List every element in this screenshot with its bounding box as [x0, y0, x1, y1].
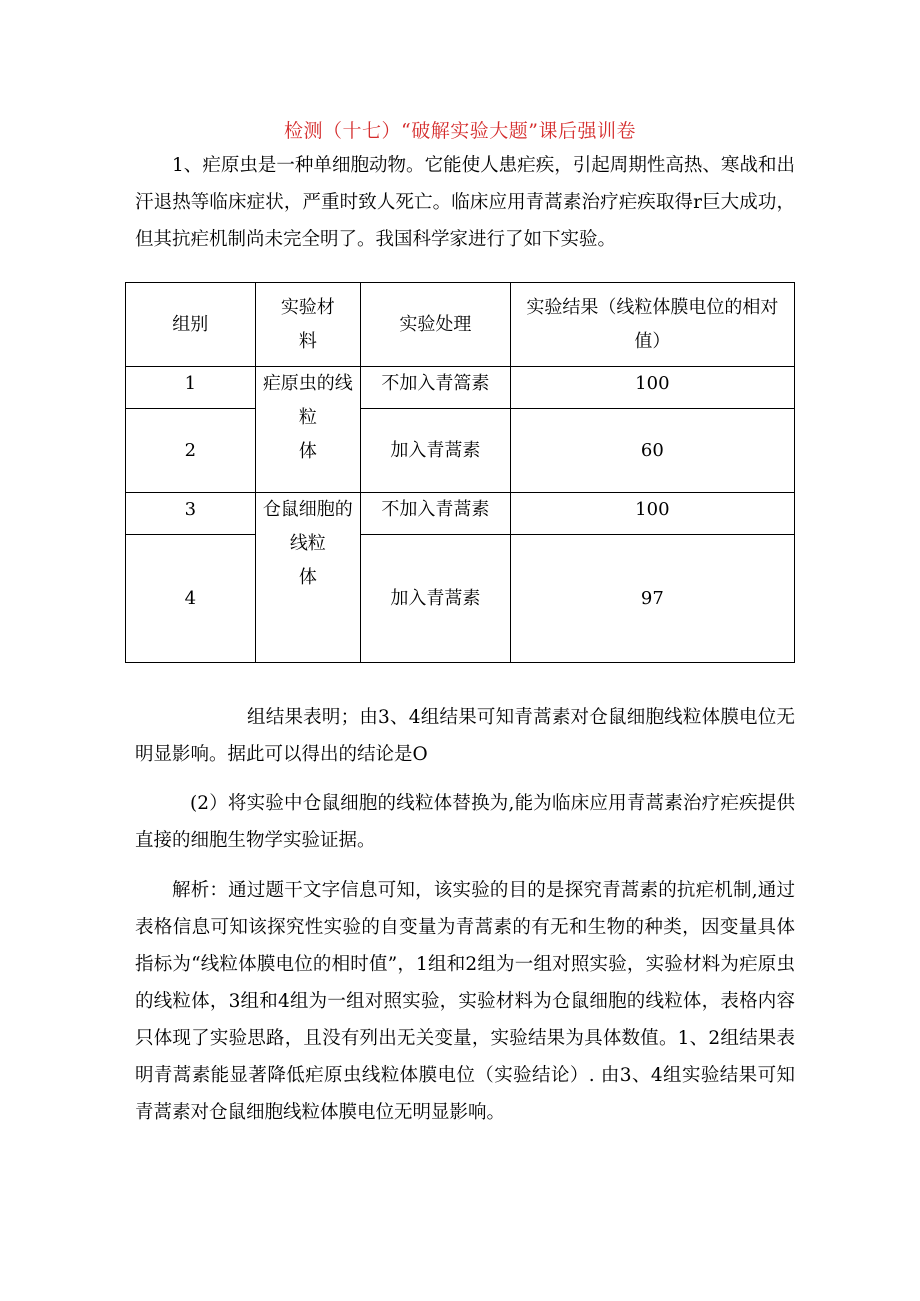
experiment-table — [125, 282, 795, 663]
material-1-line-2: 粒 — [298, 407, 317, 428]
row-1-result: 100 — [510, 367, 794, 409]
row-4-treatment: 加入青蒿素 — [361, 535, 511, 663]
table-row — [126, 493, 795, 535]
material-1-cell — [255, 367, 360, 493]
table-row — [126, 535, 795, 663]
sub-question-1-text: 组结果表明；由3、4组结果可知青蒿素对仓鼠细胞线粒体膜电位无明显影响。据此可以得出的结论是O — [135, 707, 795, 765]
table-row — [126, 409, 795, 493]
question-1-text: 1、疟原虫是一种单细胞动物。它能使人患疟疾，引起周期性高热、寒战和出汗退热等临床症状，严重时致人死亡。临床应用青蒿素治疗疟疾取得r巨大成功，但其抗疟机制尚未完全明了。我国科学家进行了如下实验。 — [135, 155, 795, 250]
document-title: 检测（十七）“破解实验大题”课后强训卷 — [284, 120, 636, 142]
row-1-treatment: 不加入青篙素 — [361, 367, 511, 409]
row-3-treatment: 不加入青蒿素 — [361, 493, 511, 535]
header-treatment: 实验处理 — [361, 283, 511, 367]
header-material-line-1: 实验材 — [280, 296, 335, 318]
row-2-group: 2 — [126, 409, 256, 493]
header-group: 组别 — [126, 283, 256, 367]
header-material — [255, 283, 360, 367]
table-header-row — [126, 283, 795, 367]
header-result — [510, 283, 794, 367]
row-4-result: 97 — [510, 535, 794, 663]
row-1-group: 1 — [126, 367, 256, 409]
row-3-group: 3 — [126, 493, 256, 535]
material-2-cell — [255, 493, 360, 663]
material-2-line-3: 体 — [298, 567, 317, 588]
row-3-result: 100 — [510, 493, 794, 535]
material-1-line-3: 体 — [298, 441, 317, 462]
header-material-line-2: 料 — [298, 330, 317, 352]
material-2-line-2: 线粒 — [289, 533, 326, 554]
table-row — [126, 367, 795, 409]
row-2-result: 60 — [510, 409, 794, 493]
row-2-treatment: 加入青蒿素 — [361, 409, 511, 493]
header-result-line-2: 值） — [634, 330, 671, 352]
analysis-text: 解析：通过题干文字信息可知，该实验的目的是探究青蒿素的抗疟机制,通过表格信息可知该探究性实验的自变量为青蒿素的有无和生物的种类，因变量具体指标为“线粒体膜电位的相时值”，1组和2组为一组对照实验，实验材料为疟原虫的线粒体，3组和4组为一组对照实验，实验材料为仓鼠细胞的线粒体，表格内容只体现了实验思路，且没有列出无关变量，实验结果为具体数值。1、2组结果表明青蒿素能显著降低疟原虫线粒体膜电位（实验结论）. 由3、4组实验结果可知青蒿素对仓鼠细胞线粒体膜电位无明显影响。 — [135, 880, 795, 1123]
sub-question-1 — [135, 699, 795, 773]
header-result-line-1: 实验结果（线粒体膜电位的相对 — [526, 296, 779, 318]
material-2-line-1: 仓鼠细胞的 — [262, 499, 353, 520]
material-1-line-1: 疟原虫的线 — [262, 373, 353, 394]
row-4-group: 4 — [126, 535, 256, 663]
sub-question-2-text: (2）将实验中仓鼠细胞的线粒体替换为,能为临床应用青蒿素治疗疟疾提供直接的细胞生物学实验证据。 — [135, 793, 795, 851]
